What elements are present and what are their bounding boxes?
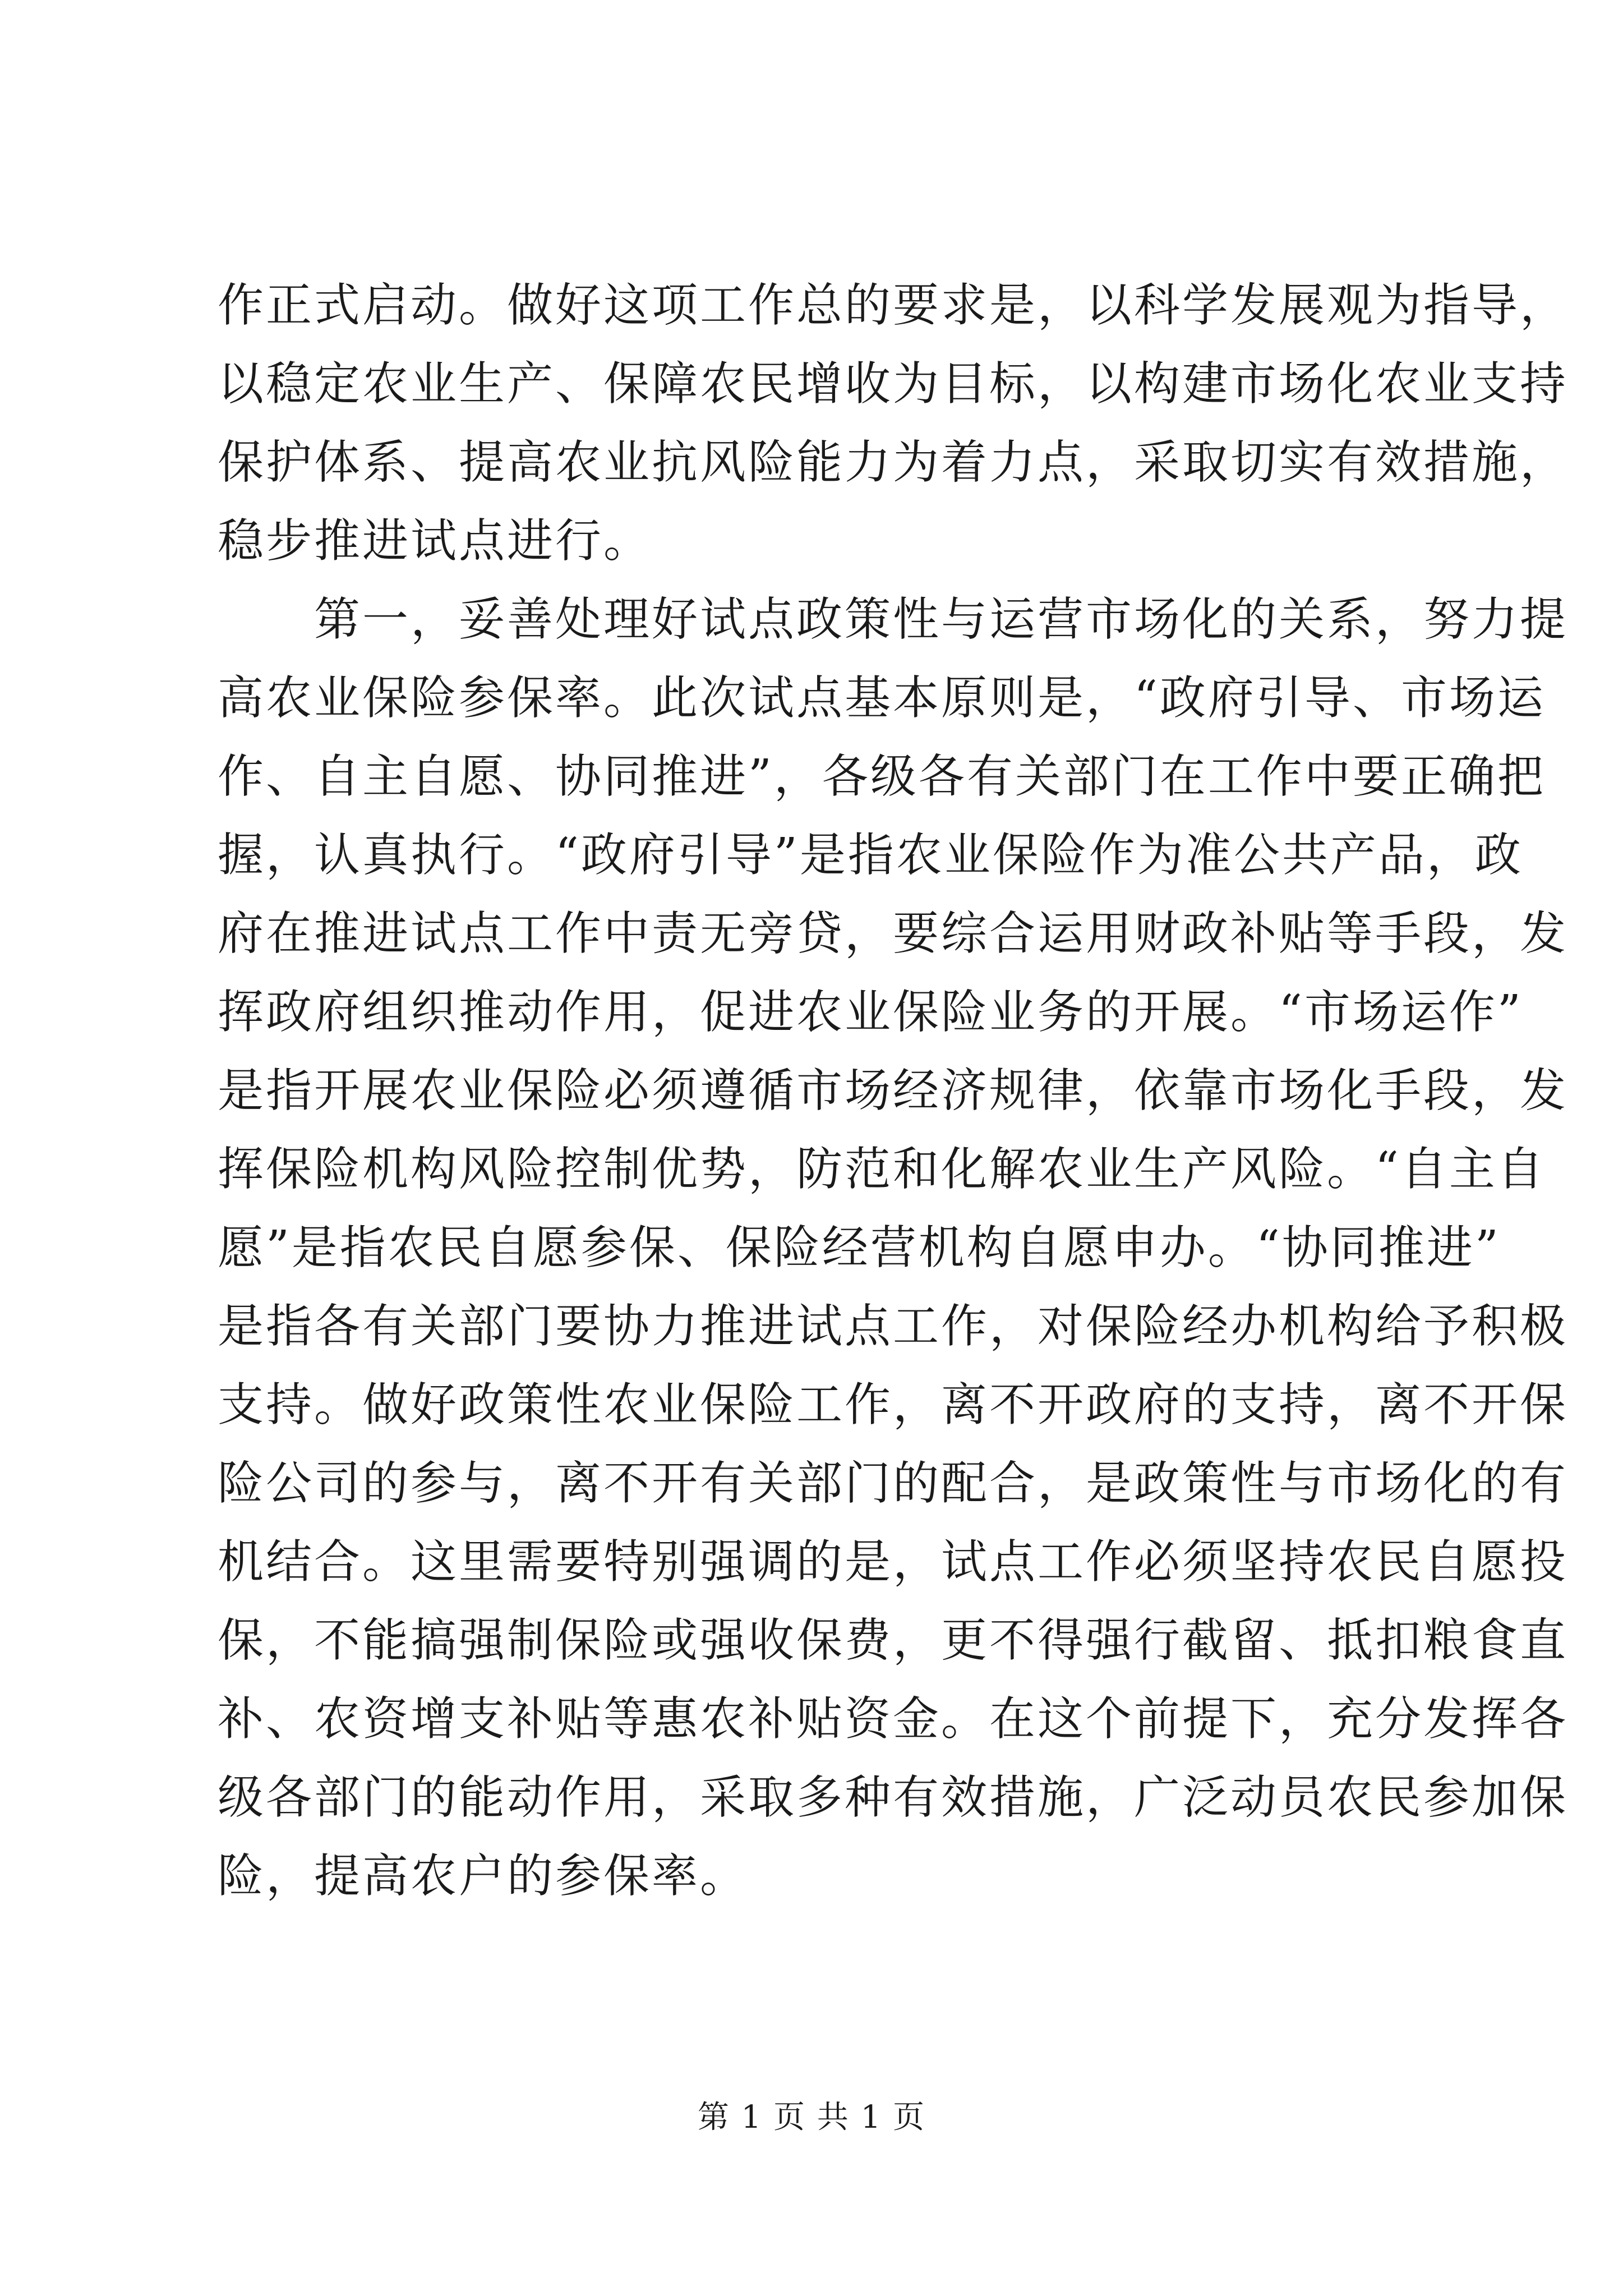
text-line: 是指开展农业保险必须遵循市场经济规律，依靠市场化手段，发: [218, 1064, 1569, 1117]
page-number-footer: 第 1 页 共 1 页: [697, 2099, 926, 2136]
text-line: 作、自主自愿、协同推进”，各级各有关部门在工作中要正确把: [218, 750, 1546, 803]
text-line: 高农业保险参保率。此次试点基本原则是，“政府引导、市场运: [218, 671, 1546, 725]
text-line: 是指各有关部门要协力推进试点工作，对保险经办机构给予积极: [218, 1300, 1569, 1353]
text-line: 险，提高农户的参保率。: [218, 1849, 749, 1903]
paragraph-first-line: 第一，妥善处理好试点政策性与运营市场化的关系，努力提: [218, 593, 1569, 646]
text-line: 保护体系、提高农业抗风险能力为着力点，采取切实有效措施，: [218, 436, 1569, 489]
text-line: 以稳定农业生产、保障农民增收为目标，以构建市场化农业支持: [218, 357, 1569, 411]
text-line: 握，认真执行。“政府引导”是指农业保险作为准公共产品，政: [218, 829, 1523, 882]
text-line: 支持。做好政策性农业保险工作，离不开政府的支持，离不开保: [218, 1378, 1569, 1432]
text-line: 机结合。这里需要特别强调的是，试点工作必须坚持农民自愿投: [218, 1535, 1569, 1589]
text-line: 险公司的参与，离不开有关部门的配合，是政策性与市场化的有: [218, 1457, 1569, 1510]
text-line: 挥政府组织推动作用，促进农业保险业务的开展。“市场运作”: [218, 986, 1523, 1039]
text-line: 愿”是指农民自愿参保、保险经营机构自愿申办。“协同推进”: [218, 1221, 1501, 1274]
text-line: 作正式启动。做好这项工作总的要求是，以科学发展观为指导，: [218, 279, 1569, 332]
text-line: 挥保险机构风险控制优势，防范和化解农业生产风险。“自主自: [218, 1143, 1546, 1196]
text-line: 稳步推进试点进行。: [218, 514, 652, 568]
text-line: 级各部门的能动作用，采取多种有效措施，广泛动员农民参加保: [218, 1771, 1569, 1824]
text-line: 保，不能搞强制保险或强收保费，更不得强行截留、抵扣粮食直: [218, 1614, 1569, 1667]
text-line: 府在推进试点工作中责无旁贷，要综合运用财政补贴等手段，发: [218, 907, 1569, 960]
text-line: 补、农资增支补贴等惠农补贴资金。在这个前提下，充分发挥各: [218, 1692, 1569, 1746]
